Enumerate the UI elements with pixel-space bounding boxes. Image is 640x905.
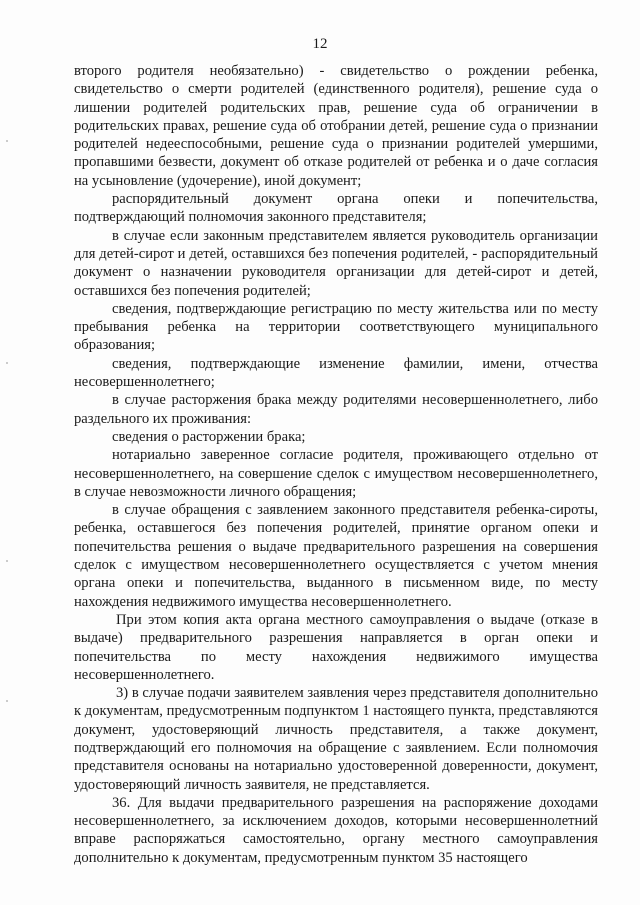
page-number: 12 <box>312 36 328 52</box>
paragraph: сведения о расторжении брака; <box>112 428 306 445</box>
document-body <box>74 62 598 867</box>
paragraph: 3) в случае подачи заявителем заявления через представителя дополнительно к документам, предусмотренным подпунктом 1 настоящего пункта, представляются документ, удостоверяющий личность представителя, а также документ, подтверждающий его полномочия на обращение с заявлением. Если полномочия представителя основаны на нотариально удостоверенной доверенности, документ, удостоверяющий личность заявителя, не представляется. <box>74 685 598 793</box>
scan-margin-mark <box>6 700 8 702</box>
paragraph: сведения, подтверждающие изменение фамилии, имени, отчества несовершеннолетнего; <box>74 355 598 391</box>
scan-margin-mark <box>6 362 8 364</box>
paragraph: сведения, подтверждающие регистрацию по месту жительства или по месту пребывания ребенка на территории соответствующего муниципального образования; <box>74 300 598 354</box>
paragraph: в случае обращения с заявлением законного представителя ребенка-сироты, ребенка, оставшегося без попечения родителей, принятие органом опеки и попечительства решения о выдаче предварительного разрешения на совершения сделок с имуществом несовершеннолетнего осуществляется с учетом мнения органа опеки и попечительства, выданного в письменном виде, по месту нахождения недвижимого имущества несовершеннолетнего. <box>74 502 598 610</box>
paragraph: в случае если законным представителем является руководитель организации для детей-сирот и детей, оставшихся без попечения родителей, - распорядительный документ о назначении руководителя организации для детей-сирот и детей, оставшихся без попечения родителей; <box>74 227 598 299</box>
scan-margin-mark <box>6 140 8 142</box>
paragraph: нотариально заверенное согласие родителя, проживающего отдельно от несовершеннолетнего, на совершение сделок с имуществом несовершеннолетнего, в случае невозможности личного обращения; <box>74 447 598 500</box>
paragraph: второго родителя необязательно) - свидетельство о рождении ребенка, свидетельство о смерти родителей (единственного родителя), решение суда о лишении родителей родительских прав, решение суда об ограничении в родительских правах, решение суда об отобрании детей, решение суда о признании родителей недееспособными, решение суда о признании родителей умершими, пропавшими безвести, документ об отказе родителей от ребенка и о даче согласия на усыновление (удочерение), иной документ; <box>74 63 598 189</box>
paragraph: 36. Для выдачи предварительного разрешения на распоряжение доходами несовершеннолетнего, за исключением доходов, которыми несовершеннолетний вправе распоряжаться самостоятельно, органу местного самоуправления дополнительно к документам, предусмотренным пунктом 35 настоящего <box>74 794 598 866</box>
paragraph: распорядительный документ органа опеки и попечительства, подтверждающий полномочия законного представителя; <box>74 191 598 226</box>
paragraph: в случае расторжения брака между родителями несовершеннолетнего, либо раздельного их проживания: <box>74 392 598 427</box>
scan-margin-mark <box>6 560 8 562</box>
paragraph: При этом копия акта органа местного самоуправления о выдаче (отказе в выдаче) предварительного разрешения направляется в орган опеки и попечительства по месту нахождения недвижимого имущества несовершеннолетнего. <box>74 611 598 683</box>
